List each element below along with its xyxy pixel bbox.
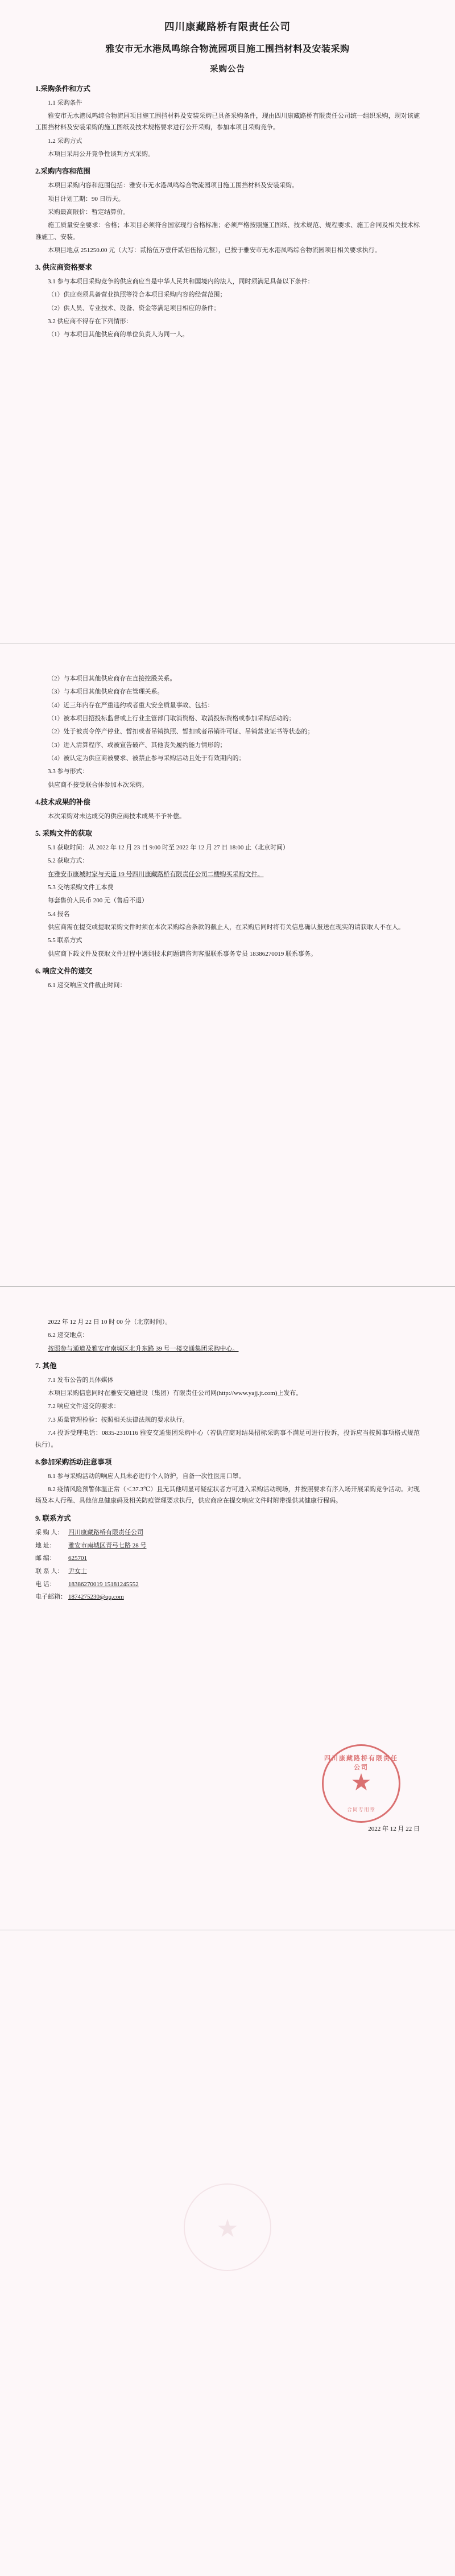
page2-item-7: （4）被认定为供应商被要求、被禁止参与采购活动且处于有效期内的； [48, 755, 245, 762]
seal-top-text: 四川康藏路桥有限责任公司 [324, 1755, 398, 1771]
document-page-1 [0, 0, 455, 643]
faint-seal-watermark [184, 2183, 271, 2271]
company-seal-stamp [322, 1744, 400, 1823]
seal-star-icon: ★ [351, 1773, 371, 1794]
contact-row-address [35, 1539, 420, 1553]
contact-row-postcode [35, 1552, 420, 1565]
page2-item-9: 供应商不接受联合体参加本次采购。 [48, 781, 148, 789]
page2-item-4: （1）被本项目招投标监督或上行业主管部门取消资格、取消投标资格或参加采购活动的； [48, 715, 295, 723]
section-5-para-1: 5.1 获取时间：从 2022 年 12 月 23 日 9:00 时至 2022 年 12 月 27 日 18:00 止（北京时间） [48, 844, 289, 851]
section-3-para-3: （2）供人员、专业技术、设备、资金等满足项目相应的条件； [48, 304, 220, 312]
page2-item-6: （3）进入清算程序、或被宣告破产、其他丧失履约能力情形的； [48, 741, 226, 749]
seal-bottom-text: 合同专用章 [346, 1807, 375, 1813]
section-2-para-5: 本项目地点 251250.00 元（大写：贰拾伍万壹仟贰佰伍拾元整），已按于雅安市无水港凤鸣综合物流园项目相关要求执行。 [48, 246, 381, 254]
section-heading-9: 9. 联系方式 [35, 1514, 71, 1522]
section-5-para-8: 5.5 联系方式 [48, 937, 82, 944]
section-heading-5: 5. 采购文件的获取 [35, 829, 93, 838]
section-2-para-2: 项目计划工期：90 日历天。 [48, 195, 125, 203]
section-2-para-3: 采购最高限价：暂定结算价。 [48, 208, 129, 216]
page2-item-8: 3.3 参与形式： [48, 768, 89, 775]
contact-row-person [35, 1565, 420, 1578]
notice-title: 采购公告 [210, 65, 245, 74]
contact-row-purchaser [35, 1526, 420, 1539]
section-heading-4: 4.技术成果的补偿 [35, 798, 90, 807]
contact-label-purchaser: 采 购 人： [35, 1529, 64, 1537]
section-3-para-2: （1）供应商须具备营业执照等符合本项目采购内容的经营范围； [48, 291, 226, 299]
contact-value-phone: 18386270019 15181245552 [68, 1580, 139, 1588]
section-7-para-3: 7.2 响应文件递交的要求： [48, 1403, 120, 1410]
contact-label-email: 电子邮箱： [35, 1594, 67, 1601]
document-page-2 [0, 643, 455, 1286]
section-8-para-1: 8.1 参与采购活动的响应人具未必进行个人防护，自备一次性医用口罩。 [48, 1472, 245, 1480]
contact-row-phone [35, 1578, 420, 1591]
section-8-para-2: 8.2 疫情风险预警体温正常（＜37.3℃）且无其他明显可疑症状者方可进入采购活动现场，并按照要求有序入场开展采购竞争活动。对现场及本人行程、具他信息健康码及相关防疫管理要求执行，供应商应在提交响应文件时附带提供其健康行程码。 [35, 1485, 420, 1505]
section-1-para-2: 雅安市无水港凤鸣综合物流园项目施工围挡材料及安装采购已具备采购条件，现由四川康藏路桥有限责任公司统一组织采购，现对该施工围挡材料及安装采购的施工图纸及技术规格要求进行公开采购，参加本项目采购竞争。 [35, 113, 420, 131]
contact-row-email [35, 1591, 420, 1604]
page2-item-2: （3）与本项目其他供应商存在管理关系。 [48, 688, 164, 696]
page3-intro-3: 按照参与通道及雅安市南城区北升东路 39 号一楼交通集团采购中心。 [48, 1345, 239, 1352]
section-5-para-7: 供应商需在提交或提取采购文件时须在本次采购综合条款的截止人，在采购后同时将有关信息确认报送在现实的请获取人不在人。 [48, 924, 404, 931]
section-3-para-4: 3.2 供应商不得存在下列情形： [48, 318, 133, 325]
contact-label-person: 联 系 人： [35, 1568, 64, 1575]
section-4-para-1: 本次采购对未达成交的供应商技术成果不予补偿。 [48, 812, 185, 820]
page3-intro-2: 6.2 递交地点： [48, 1332, 89, 1339]
document-page-3 [0, 1287, 455, 1930]
contact-value-postcode: 625701 [68, 1555, 87, 1562]
page2-item-3: （4）近三年内存在严重违约或者重大安全质量事故、包括： [48, 701, 214, 709]
page2-item-1: （2）与本项目其他供应商存在直接控股关系。 [48, 675, 176, 682]
section-1-para-1: 1.1 采购条件 [48, 99, 82, 106]
section-5-para-6: 5.4 报名 [48, 910, 70, 918]
section-7-para-4: 7.3 质量管理检验：按照相关法律法规的要求执行。 [48, 1416, 189, 1423]
section-3-para-1: 3.1 参与本项目采购竞争的供应商应当是中华人民共和国境内的法人，同时须满足具备以下条件： [48, 278, 314, 286]
contact-label-phone: 电 话： [35, 1580, 56, 1588]
contact-value-address: 雅安市南城区青弓七路 28 号 [68, 1542, 147, 1549]
contact-label-postcode: 邮 编： [35, 1555, 56, 1562]
section-1-para-4: 本项目采用公开竞争性谈判方式采购。 [48, 151, 154, 158]
section-heading-3: 3. 供应商资格要求 [35, 263, 93, 272]
section-5-para-5: 每套售价人民币 200 元（售后不退） [48, 897, 148, 905]
page2-item-5: （2）处于被责令停产停业、暂扣或者吊销执照、暂扣或者吊销许可证、吊销营业证书等状态的； [48, 728, 314, 736]
contact-value-purchaser: 四川康藏路桥有限责任公司 [68, 1529, 143, 1537]
section-7-para-2: 本项目采购信息同时在雅安交通建设（集团）有限责任公司网(http://www.yajj.jt.com)上发布。 [48, 1390, 303, 1397]
section-5-para-2: 5.2 获取方式： [48, 857, 89, 865]
section-2-para-1: 本项目采购内容和范围包括：雅安市无水港凤鸣综合物流园项目施工围挡材料及安装采购。 [48, 182, 298, 189]
section-7-para-5: 7.4 投诉受理电话：0835-2310116 雅安交通集团采购中心（若供应商对结果招标采购事不满足可进行投诉，投诉应当按照事项格式规范执行）。 [35, 1430, 420, 1448]
contact-value-person: 尹女士 [68, 1568, 87, 1575]
section-5-para-4: 5.3 交纳采购文件工本费 [48, 884, 114, 891]
contact-label-address: 地 址： [35, 1542, 56, 1549]
watermark-star-icon: ★ [217, 2217, 238, 2240]
section-5-para-3: 在雅安市康城时家与天道 19 号四川康藏路桥有限责任公司二楼购买采购文件。 [48, 870, 264, 878]
section-heading-1: 1.采购条件和方式 [35, 85, 90, 93]
page3-intro-1: 2022 年 12 月 22 日 10 时 00 分（北京时间）。 [48, 1319, 172, 1326]
section-2-para-4: 施工质量安全要求：合格；本项目必须符合国家现行合格标准；必须严格按照施工图纸、技术规范、规程要求、施工合同及相关技术标准施工、安装。 [35, 222, 420, 241]
signature-date: 2022 年 12 月 22 日 [368, 1826, 420, 1832]
section-5-para-9: 供应商下载文件及获取文件过程中遇到技术问题请咨询客服联系事务专员 18386270019 联系事务。 [48, 950, 317, 957]
section-6-para-1: 6.1 递交响应文件截止时间： [48, 981, 126, 989]
section-heading-2: 2.采购内容和范围 [35, 167, 90, 176]
project-title: 雅安市无水港凤鸣综合物流园项目施工围挡材料及安装采购 [105, 44, 350, 54]
section-heading-7: 7. 其他 [35, 1362, 57, 1370]
document-page-4 [0, 1930, 455, 2576]
company-title: 四川康藏路桥有限责任公司 [164, 21, 291, 32]
section-7-para-1: 7.1 发布公告的具体媒体 [48, 1376, 114, 1384]
section-3-para-5: （1）与本项目其他供应商的单位负责人为同一人。 [48, 331, 189, 338]
contact-value-email: 1874275230@qq.com [68, 1594, 124, 1601]
section-heading-8: 8.参加采购活动注意事项 [35, 1458, 112, 1466]
section-heading-6: 6. 响应文件的递交 [35, 967, 93, 976]
section-1-para-3: 1.2 采购方式 [48, 137, 82, 145]
